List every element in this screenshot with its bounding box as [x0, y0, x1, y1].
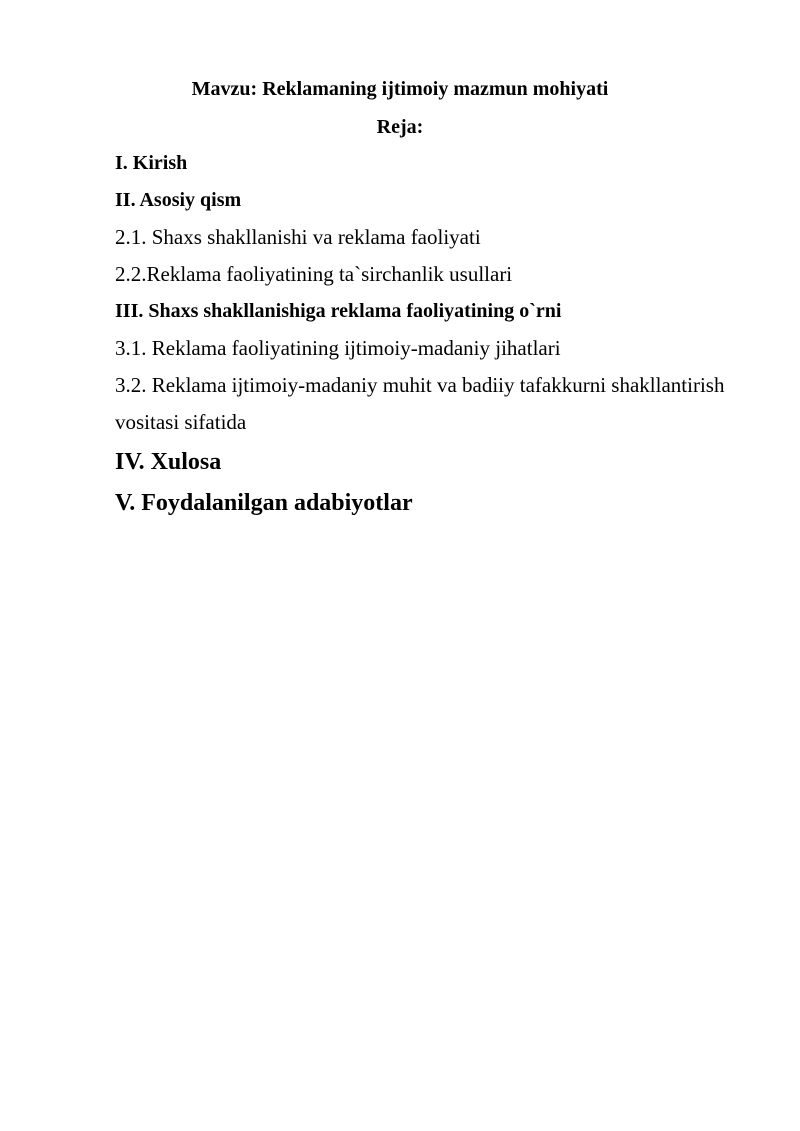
- section-references: V. Foydalanilgan adabiyotlar: [115, 490, 413, 516]
- plan-heading: Reja:: [376, 116, 424, 138]
- section-introduction: I. Kirish: [115, 152, 188, 174]
- section-role-of-advertising: III. Shaxs shakllanishiga reklama faoliyatining o`rni: [115, 300, 562, 322]
- subsection-3-1: 3.1. Reklama faoliyatining ijtimoiy-madaniy jihatlari: [115, 336, 561, 360]
- section-main-part: II. Asosiy qism: [115, 189, 242, 211]
- document-title: Mavzu: Reklamaning ijtimoiy mazmun mohiyati: [191, 78, 609, 100]
- section-conclusion: IV. Xulosa: [115, 449, 222, 475]
- subsection-2-2: 2.2.Reklama faoliyatining ta`sirchanlik usullari: [115, 262, 513, 286]
- subsection-3-2-continuation: vositasi sifatida: [115, 410, 247, 434]
- subsection-2-1: 2.1. Shaxs shakllanishi va reklama faoliyati: [115, 225, 481, 249]
- subsection-3-2: 3.2. Reklama ijtimoiy-madaniy muhit va badiiy tafakkurni shakllantirish: [115, 373, 725, 397]
